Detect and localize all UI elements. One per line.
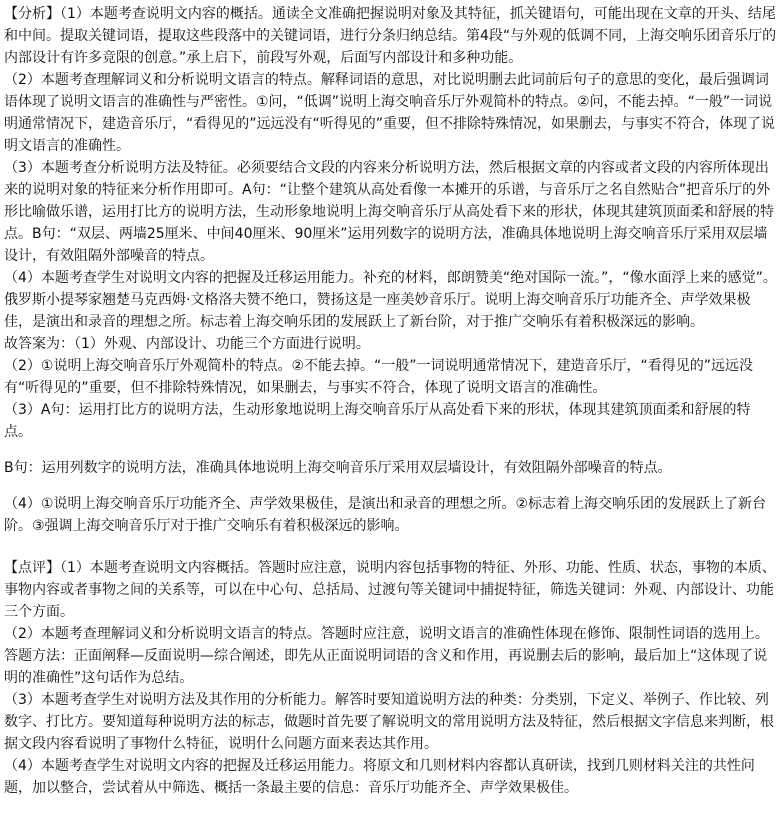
answer-3a: （3）A句：运用打比方的说明方法，生动形象地说明上海交响音乐厅从高处看下来的形状，体现其建筑顶面柔和舒展的特点。 — [4, 402, 751, 440]
answer-2: （2）①说明上海交响音乐厅外观简朴的特点。②不能去掉。“一般”一词说明通常情况下，建造音乐厅，“看得见的”远远没有“听得见的”重要，但不排除特殊情况，如果删去，与事实不符合，体现了说明文语言的准确性。 — [4, 358, 754, 396]
analysis-paragraph-2: （2）本题考查理解词义和分析说明文语言的特点。解释词语的意思，对比说明删去此词前后句子的意思的变化，最后强调词语体现了说明文语言的准确性与严密性。①问，“低调”说明上海交响音乐厅外观简朴的特点。②问，不能去掉。“一般”一词说明通常情况下，建造音乐厅，“看得见的”远远没有“听得见的”重要，但不排除特殊情况，如果删去，与事实不符合，体现了说明文语言的准确性。 — [4, 72, 776, 154]
analysis-paragraph-4: （4）本题考查学生对说明文内容的把握及迁移运用能力。补充的材料，郎朗赞美“绝对国际一流。”，“像水面浮上来的感觉”。俄罗斯小提琴家翘楚马克西姆·文格洛夫赞不绝口，赞扬这是一座美妙音乐厅。说明上海交响音乐厅功能齐全、声学效果极佳，是演出和录音的理想之所。标志着上海交响乐团的发展跃上了新台阶，对于推广交响乐有着积极深远的影响。 — [4, 270, 777, 330]
spacer — [4, 479, 778, 493]
answer-3b: B句：运用列数字的说明方法，准确具体地说明上海交响音乐厅采用双层墙设计，有效阻隔外部噪音的特点。 — [4, 460, 672, 476]
spacer — [4, 443, 778, 457]
analysis-paragraph-1: 【分析】（1）本题考查说明文内容的概括。通读全文准确把握说明对象及其特征，抓关键语句，可能出现在文章的开头、结尾和中间。提取关键词语，提取这些段落中的关键词语，进行分条归纳总结。第4段“与外观的低调不同，上海交响乐团音乐厅的内部设计有许多竞限的创意。”承上启下，前段写外观，后面写内部设计和多种功能。 — [4, 6, 777, 66]
spacer — [4, 537, 778, 557]
answer-4: （4）①说明上海交响音乐厅功能齐全、声学效果极佳，是演出和录音的理想之所。②标志着上海交响乐团的发展跃上了新台阶。③强调上海交响音乐厅对于推广交响乐有着积极深远的影响。 — [4, 496, 767, 534]
comment-paragraph-4: （4）本题考查学生对说明文内容的把握及迁移运用能力。将原文和几则材料内容都认真研读，找到几则材料关注的共性问题，加以整合，尝试着从中筛选、概括一条最主要的信息：音乐厅功能齐全、声学效果极佳。 — [4, 758, 755, 796]
comment-paragraph-3: （3）本题考查学生对说明方法及其作用的分析能力。解答时要知道说明方法的种类：分类别，下定义、举例子、作比较、列数字、打比方。要知道每种说明方法的标志，做题时首先要了解说明文的常用说明方法及特征，然后根据文字信息来判断，根据文段内容看说明了事物什么特征，说明什么问题方面来表达其作用。 — [4, 692, 774, 752]
document-body — [4, 3, 778, 799]
answer-intro: 故答案为：（1）外观、内部设计、功能三个方面进行说明。 — [4, 336, 370, 352]
comment-paragraph-1: 【点评】（1）本题考查说明文内容概括。答题时应注意，说明内容包括事物的特征、外形、功能、性质、状态，事物的本质、事物内容或者事物之间的关系等，可以在中心句、总括局、过渡句等关键词中捕捉特征，筛选关键词：外观、内部设计、功能三个方面。 — [4, 560, 776, 620]
analysis-paragraph-3: （3）本题考查分析说明方法及特征。必须要结合文段的内容来分析说明方法，然后根据文章的内容或者文段的内容所体现出来的说明对象的特征来分析作用即可。A句：“让整个建筑从高处看像一本摊开的乐谱，与音乐厅之名自然贴合”把音乐厅的外形比喻做乐谱，运用打比方的说明方法，生动形象地说明上海交响音乐厅从高处看下来的形状，体现其建筑顶面柔和舒展的特点。B句：“双层、两墙25厘米、中间40厘米、90厘米”运用列数字的说明方法，准确具体地说明上海交响音乐厅采用双层墙设计，有效阻隔外部噪音的特点。 — [4, 160, 774, 264]
comment-paragraph-2: （2）本题考查理解词义和分析说明文语言的特点。答题时应注意，说明文语言的准确性体现在修饰、限制性词语的选用上。答题方法：正面阐释—反面说明—综合阐述，即先从正面说明词语的含义和作用，再说删去后的影响，最后加上“这体现了说明的准确性”这句话作为总结。 — [4, 626, 769, 686]
